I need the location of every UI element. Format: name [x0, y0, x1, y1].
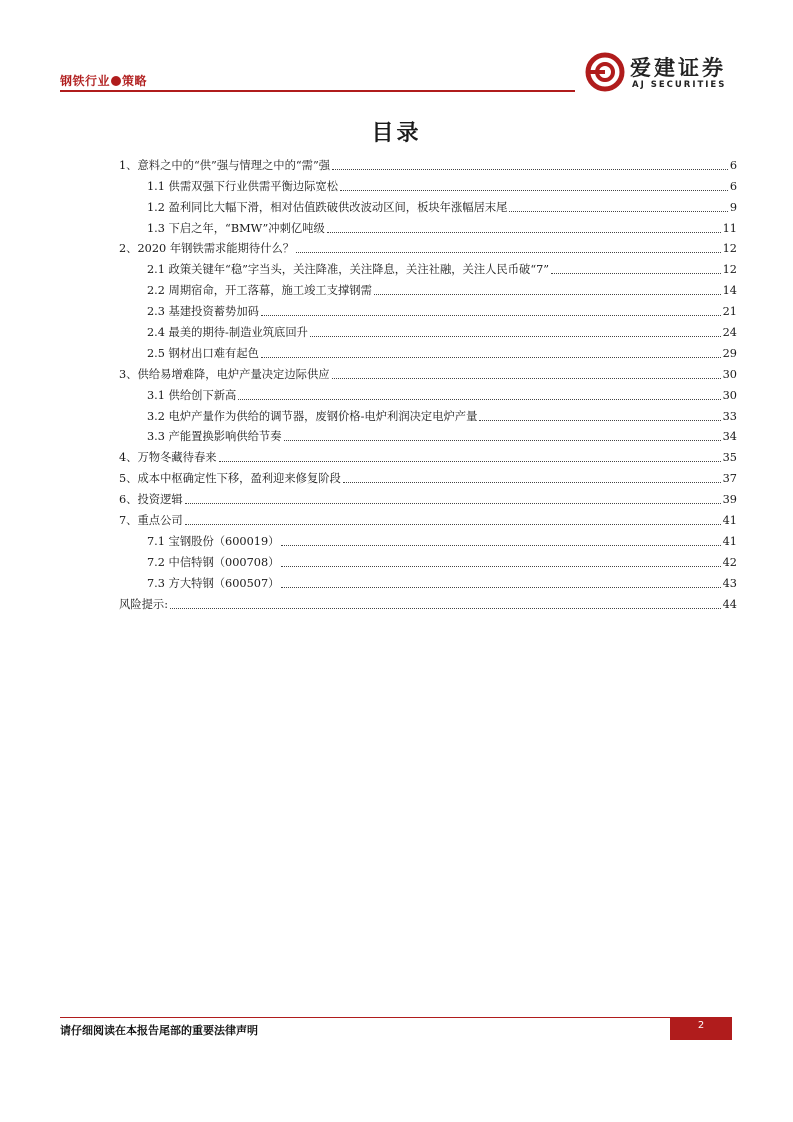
toc-leader-dots: [281, 545, 720, 546]
toc-entry-title: 风险提示:: [119, 597, 168, 611]
toc-entry-title: 1.1 供需双强下行业供需平衡边际宽松: [147, 179, 339, 193]
toc-entry[interactable]: [119, 319, 737, 340]
toc-leader-dots: [185, 524, 721, 525]
toc-entry[interactable]: [119, 465, 737, 486]
toc-entry-title: 4、万物冬藏待春来: [119, 451, 217, 465]
toc-entry-title: 3、供给易增难降，电炉产量决定边际供应: [119, 367, 330, 381]
toc-leader-dots: [284, 440, 721, 441]
toc-entry[interactable]: [119, 215, 737, 236]
page-title: 目录: [371, 120, 422, 146]
toc-entry-page: 41: [722, 514, 737, 528]
toc-entry[interactable]: [119, 298, 737, 319]
toc-entry-title: 7.2 中信特钢（000708）: [147, 555, 280, 569]
toc-entry-title: 6、投资逻辑: [119, 493, 183, 507]
industry-label: 钢铁行业: [60, 74, 111, 88]
toc-leader-dots: [261, 357, 721, 358]
toc-entry-page: 33: [722, 409, 737, 423]
footer-rule: [60, 1017, 670, 1018]
toc-entry-page: 12: [722, 242, 737, 256]
toc-entry[interactable]: [119, 444, 737, 465]
toc-entry-title: 7.3 方大特钢（600507）: [147, 576, 280, 590]
toc-entry[interactable]: [119, 236, 737, 257]
toc-entry[interactable]: [119, 152, 737, 173]
toc-entry[interactable]: [119, 486, 737, 507]
toc-entry-title: 2.4 最美的期待-制造业筑底回升: [147, 326, 308, 340]
toc-entry-page: 35: [722, 451, 737, 465]
toc-entry-page: 24: [722, 326, 737, 340]
toc-entry-page: 14: [722, 284, 737, 298]
table-of-contents: [119, 152, 737, 612]
toc-entry-title: 3.1 供给创下新高: [147, 388, 237, 402]
toc-leader-dots: [327, 232, 721, 233]
toc-leader-dots: [281, 566, 720, 567]
toc-entry[interactable]: [119, 256, 737, 277]
toc-entry-page: 30: [722, 367, 737, 381]
brand-name-en: AJ SECURITIES: [632, 80, 727, 90]
toc-entry-page: 43: [722, 576, 737, 590]
toc-entry-page: 29: [722, 346, 737, 360]
toc-entry-page: 21: [722, 305, 737, 319]
toc-entry[interactable]: [119, 173, 737, 194]
toc-entry-title: 5、成本中枢确定性下移，盈利迎来修复阶段: [119, 472, 341, 486]
toc-entry-page: 44: [722, 597, 737, 611]
toc-entry-page: 9: [729, 200, 737, 214]
toc-leader-dots: [479, 420, 720, 421]
toc-entry-page: 6: [729, 158, 737, 172]
brand-logo: [584, 52, 744, 92]
toc-entry-page: 37: [722, 472, 737, 486]
toc-entry-page: 42: [722, 555, 737, 569]
toc-entry[interactable]: [119, 403, 737, 424]
toc-leader-dots: [296, 252, 721, 253]
toc-entry-page: 41: [722, 534, 737, 548]
toc-entry-title: 2.5 钢材出口难有起色: [147, 346, 259, 360]
toc-entry[interactable]: [119, 528, 737, 549]
toc-leader-dots: [332, 378, 721, 379]
toc-leader-dots: [332, 169, 728, 170]
toc-entry-page: 39: [722, 493, 737, 507]
toc-leader-dots: [374, 294, 721, 295]
toc-entry-title: 3.2 电炉产量作为供给的调节器，废钢价格-电炉利润决定电炉产量: [147, 409, 478, 423]
toc-entry-page: 11: [722, 221, 737, 235]
toc-entry-page: 34: [722, 430, 737, 444]
toc-leader-dots: [185, 503, 721, 504]
toc-entry-title: 2.3 基建投资蓄势加码: [147, 305, 259, 319]
toc-entry[interactable]: [119, 194, 737, 215]
brand-name-cn: 爱建证券: [630, 55, 726, 80]
page-number: 2: [670, 1017, 732, 1040]
toc-entry-title: 2、2020 年钢铁需求能期待什么？: [119, 242, 295, 256]
toc-entry-title: 2.1 政策关键年“稳”字当头，关注降准，关注降息，关注社融，关注人民币破“7”: [147, 263, 550, 277]
brand-mark-icon: [584, 52, 626, 92]
toc-leader-dots: [340, 190, 728, 191]
toc-entry-title: 1.3 下启之年，“BMW”冲刺亿吨级: [147, 221, 325, 235]
toc-leader-dots: [281, 587, 720, 588]
toc-entry-title: 7、重点公司: [119, 514, 183, 528]
toc-leader-dots: [343, 482, 721, 483]
category-label: 策略: [122, 74, 148, 88]
toc-entry-page: 12: [722, 263, 737, 277]
toc-entry-page: 30: [722, 388, 737, 402]
separator-dot-icon: [111, 76, 121, 86]
toc-entry[interactable]: [119, 424, 737, 445]
toc-leader-dots: [310, 336, 721, 337]
toc-entry[interactable]: [119, 277, 737, 298]
toc-entry-title: 1、意料之中的“供”强与情理之中的“需”强: [119, 158, 331, 172]
toc-leader-dots: [219, 461, 721, 462]
toc-entry[interactable]: [119, 382, 737, 403]
toc-entry-page: 6: [729, 179, 737, 193]
toc-entry[interactable]: [119, 340, 737, 361]
toc-entry[interactable]: [119, 361, 737, 382]
toc-leader-dots: [261, 315, 721, 316]
toc-entry[interactable]: [119, 507, 737, 528]
toc-leader-dots: [170, 608, 721, 609]
legal-notice: 请仔细阅读在本报告尾部的重要法律声明: [60, 1024, 258, 1037]
toc-entry-title: 3.3 产能置换影响供给节奏: [147, 430, 282, 444]
toc-entry-title: 7.1 宝钢股份（600019）: [147, 534, 280, 548]
toc-entry[interactable]: [119, 549, 737, 570]
toc-entry-title: 2.2 周期宿命，开工落幕，施工竣工支撑钢需: [147, 284, 372, 298]
toc-entry[interactable]: [119, 570, 737, 591]
toc-leader-dots: [551, 273, 721, 274]
toc-entry-title: 1.2 盈利同比大幅下滑，相对估值跌破供改波动区间，板块年涨幅居末尾: [147, 200, 508, 214]
toc-leader-dots: [509, 211, 727, 212]
report-category: [60, 72, 147, 89]
header-rule: [60, 90, 575, 92]
toc-leader-dots: [238, 399, 720, 400]
toc-entry[interactable]: [119, 591, 737, 612]
